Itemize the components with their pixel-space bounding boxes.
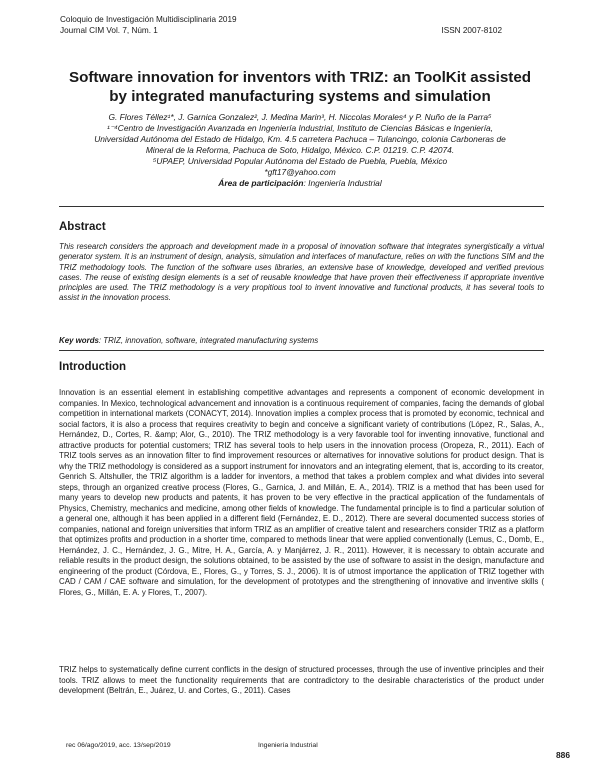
page-number: 886 <box>556 750 570 760</box>
journal-volume: Journal CIM Vol. 7, Núm. 1 <box>60 26 158 35</box>
paper-title <box>40 68 560 106</box>
affiliation-line: ⁵UPAEP, Universidad Popular Autónoma del Estado de Puebla, Puebla, México <box>152 156 448 166</box>
title-line-2: by integrated manufacturing systems and simulation <box>109 88 491 105</box>
colloquium-name: Coloquio de Investigación Multidisciplinaria 2019 <box>60 15 237 24</box>
area-label: Área de participación <box>218 178 304 188</box>
abstract-text: This research considers the approach and development made in a proposal of innovation software that integrates synergistically a virtual generator system. It is an instrument of design, analysis, simulation and interfaces of manufacture, relies on with the functions SIM and the TRIZ methodology tools. The function of the software uses libraries, an extensive base of knowledge, developed and verified previous cases. The reuse of existing design elements is a set of reusable knowledge that have proven their effectiveness if appropriate inventive principles are used. The TRIZ methodology is a very propitious tool to invent innovative and functional products, it has several tools to assist in the innovation process. <box>59 242 544 303</box>
keywords-value: : TRIZ, innovation, software, integrated manufacturing systems <box>98 336 319 345</box>
abstract-heading: Abstract <box>59 221 106 233</box>
divider-top <box>59 206 544 207</box>
authors-line: G. Flores Téllez¹*, J. Garnica Gonzalez², J. Medina Marin³, H. Niccolas Morales⁴ y P. Nuño de la Parra⁵ <box>108 112 492 122</box>
affiliation-line: ¹⁻⁴Centro de Investigación Avanzada en Ingeniería Industrial, Instituto de Ciencias Básicas e Ingeniería, <box>106 123 494 133</box>
running-header <box>60 14 237 36</box>
introduction-paragraph-2 <box>59 665 544 697</box>
introduction-paragraph-1 <box>59 388 544 598</box>
author-block <box>40 112 560 189</box>
paragraph-text: TRIZ helps to systematically define current conflicts in the design of structured processes, through the use of inventive principles and their tools. TRIZ allows to meet the functionality requirements that are contradictory to the desirable characteristics of the product under development (Beltrán, E., Juárez, U. and Cortes, G., 2011). Cases <box>59 665 544 695</box>
title-line-1: Software innovation for inventors with TRIZ: an ToolKit assisted <box>68 69 532 86</box>
paragraph-text: Innovation is an essential element in establishing competitive advantages and represents a component of economic development in companies. In Mexico, technological advancement and innovation is a continuous requirement of companies, facing the demands of global competition in international markets (CONACYT, 2014). Innovation implies a complex process that is promoted by economic, technical and social factors, it is also a process that requires creativity to begin and conceive a significant variety of contributions (López, R., Salas, A., Hernández, D., Cortes, R. &amp; Alor, G., 2010). The TRIZ methodology is a very favorable tool for inventing innovative, functional and attractive products for potential customers; TRIZ has several tools to help users in the innovation process (Oropeza, R., 2011). Each of TRIZ tools serves as an innovation filter to find improvement resources or alternatives for innovative solutions for product design. That is why the TRIZ methodology is considered as a support instrument for innovators and an integrating element, that is, according to its creator, Genrich S. Altshuller, the TRIZ algorithm is a ladder for inventors, a method that takes a problem complex and what divides into several steps, through an organized creative process (Flores, G., Garnica, J. and Millán, E. A., 2014). TRIZ is a method that has been used for many years to develop new products and patents, it has proven to be very effective in the practical application of the fundamentals of Physics, Chemistry, mechanics and medicine, among other fields of knowledge. The fundamental principle is to find a particular solution of a general one, although it has been applied in a different field (Fernández, E. D., 2012). There are several documented success stories of companies, national and foreign universities that inform TRIZ as an amplifier of creative talent and researchers consider TRIZ as a platform that optimizes profits and production in a shorter time, compared to methods linear that were applied conventionally (Lemus, C., Domb, E., Hernández, J. C., Hernández, J. G., Mitre, H. A., García, A. y Manjárrez, J. R., 2011). However, it is necessary to obtain accurate and reliable results in the product design, the solutions obtained, to be assisted by the use of software to assist in the design, manufacture and engineering of the product (Córdova, E., Flores, G., y Torres, S. J., 2006). It is of utmost importance the application of TRIZ together with CAD / CAM / CAE software and simulation, for the development of prototypes and the strengthening of innovative and inventive skills ( Flores, G., Millán, E. A. y Flores, T., 2007). <box>59 388 544 597</box>
keywords-label: Key words <box>59 336 99 345</box>
divider-keywords <box>59 350 544 351</box>
introduction-heading: Introduction <box>59 361 127 373</box>
footer-section: Ingeniería Industrial <box>258 742 318 749</box>
affiliation-line: Mineral de la Reforma, Pachuca de Soto, Hidalgo, México. C.P. 01219. C.P. 42074. <box>145 145 455 155</box>
received-accepted-dates: rec 06/ago/2019, acc. 13/sep/2019 <box>66 742 171 749</box>
issn: ISSN 2007-8102 <box>441 26 502 35</box>
keywords <box>59 336 318 345</box>
area-value: : Ingeniería Industrial <box>303 178 382 188</box>
affiliation-line: Universidad Autónoma del Estado de Hidalgo, Km. 4.5 carretera Pachuca – Tulancingo, colonia Carboneras de <box>94 134 506 144</box>
participation-area <box>40 178 560 189</box>
author-email: *gft17@yahoo.com <box>264 167 336 177</box>
